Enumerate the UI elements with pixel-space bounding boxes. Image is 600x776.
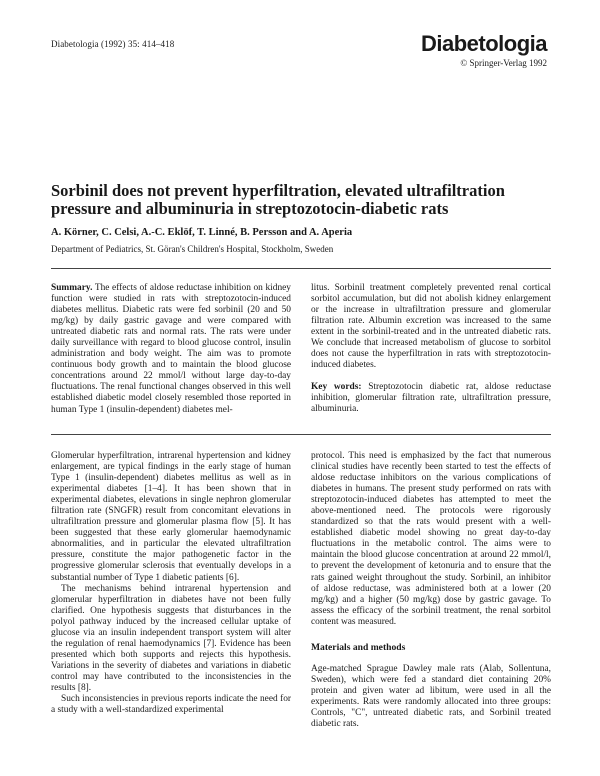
keywords xyxy=(311,382,551,415)
body-left-column xyxy=(51,451,291,716)
abstract-summary xyxy=(51,283,291,416)
copyright-notice: © Springer-Verlag 1992 xyxy=(460,58,547,68)
abstract-right-column xyxy=(311,283,551,416)
summary-text: The effects of aldose reductase inhibition on kidney function were studied in rats with streptozotocin-induced diabetes mellitus. Diabetic rats were fed sorbinil (20 and 50 mg/kg) by daily gastric gavage and were compared with untreated diabetic rats and normal rats. The rats were under daily surveillance with regard to blood glucose control, insulin administration and body weight. The aim was to promote continuous body growth and to maintain the blood glucose concentrations around 22 mmol/l without large day-to-day fluctuations. The renal functional changes observed in this well established diabetic model closely resembled those reported in human Type 1 (insulin-dependent) diabetes mel- xyxy=(51,283,291,415)
summary-label: Summary. xyxy=(51,283,93,293)
journal-logo: Diabetologia xyxy=(420,31,547,56)
body-right-column xyxy=(311,451,551,730)
body-paragraph: The mechanisms behind intrarenal hypertension and glomerular hyperfiltration in diabetes have not been fully clarified. One hypothesis suggests that disturbances in the polyol pathway induced by the increased cellular uptake of glucose via an insulin independent transport system will alter the regulation of renal haemodynamics [7]. Evidence has been presented which both supports and rejects this hypothesis. Variations in the severity of diabetes and variations in diabetic control may have contributed to the inconsistencies in the results [8]. xyxy=(51,583,291,693)
affiliation: Department of Pediatrics, St. Göran's Children's Hospital, Stockholm, Sweden xyxy=(51,244,334,254)
body-paragraph: Such inconsistencies in previous reports indicate the need for a study with a well-standardized experimental xyxy=(51,694,291,716)
body-paragraph: Glomerular hyperfiltration, intrarenal hypertension and kidney enlargement, are typical findings in the early stage of human Type 1 (insulin-dependent) diabetes mellitus as well as in experimental diabetes [1–4]. It has been shown that in experimental diabetes, elevations in single nephron glomerular filtration rate (SNGFR) result from concomitant elevations in ultrafiltration pressure and glomerular plasma flow [5]. It has been suggested that these early glomerular haemodynamic abnormalities, and in particular the elevated ultrafiltration pressure, constitute the major pathogenetic factor in the progressive glomerular sclerosis that eventually develops in a substantial number of Type 1 diabetic patients [6]. xyxy=(51,451,291,583)
article-title: Sorbinil does not prevent hyperfiltration, elevated ultrafiltration pressure and albuminuria in streptozotocin-diabetic rats xyxy=(51,181,505,218)
author-list: A. Körner, C. Celsi, A.-C. Eklöf, T. Linné, B. Persson and A. Aperia xyxy=(51,227,353,238)
journal-masthead xyxy=(421,32,547,68)
bottom-divider xyxy=(51,434,551,435)
top-divider xyxy=(51,268,551,269)
section-heading: Materials and methods xyxy=(311,641,406,653)
keywords-label: Key words: xyxy=(311,382,362,393)
body-paragraph: protocol. This need is emphasized by the fact that numerous clinical studies have recently been started to test the effects of aldose reductase inhibitors on the various complications of diabetes in humans. The present study performed on rats with streptozotocin-induced diabetes has attempted to meet the above-mentioned need. The protocols were rigorously standardized so that the rats would present with a well-established diabetic model showing no great day-to-day fluctuations in the metabolic control. The aims were to maintain the blood glucose concentration at around 22 mmol/l, to prevent the development of ketonuria and to ensure that the rats gained weight throughout the study. Sorbinil, an inhibitor of aldose reductase, was administered both at a lower (20 mg/kg) and a higher (50 mg/kg) dose by gastric gavage. To assess the efficacy of the sorbinil treatment, the renal sorbitol content was measured. xyxy=(311,451,551,627)
body-paragraph: Age-matched Sprague Dawley male rats (Alab, Sollentuna, Sweden), which were fed a standard diet containing 20% protein and given water ad libitum, were used in all the experiments. Rats were randomly allocated into three groups: Controls, "C", untreated diabetic rats, and Sorbinil treated diabetic rats. xyxy=(311,663,551,730)
abstract-left-column xyxy=(51,283,291,416)
journal-citation: Diabetologia (1992) 35: 414–418 xyxy=(51,39,175,49)
keywords-text: Streptozotocin diabetic rat, aldose reductase inhibition, glomerular filtration rate, ultrafiltration pressure, albuminuria. xyxy=(311,382,551,415)
abstract-continuation: litus. Sorbinil treatment completely prevented renal cortical sorbitol accumulation, but did not abolish kidney enlargement or the increase in ultrafiltration pressure and glomerular filtration rate. Albumin excretion was increased to the same extent in the sorbinil-treated and in the untreated diabetic rats. We conclude that increased metabolism of glucose to sorbitol does not cause the hyperfiltration in rats with streptozotocin-induced diabetes. xyxy=(311,283,551,371)
